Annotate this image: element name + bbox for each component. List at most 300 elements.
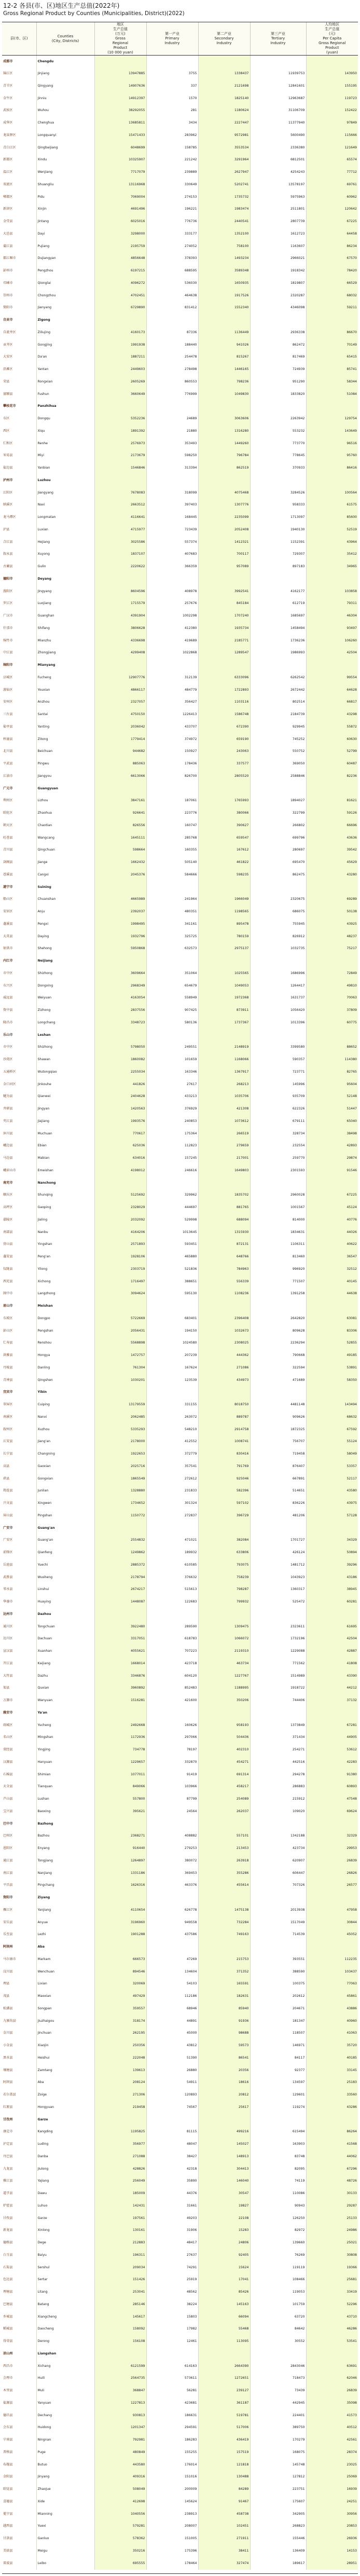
county-name-cn: 武侯区 [3, 108, 13, 113]
secondary-cell: 85426 [198, 2286, 250, 2298]
gdp-cell: 3348723 [94, 1017, 146, 1029]
gdp-cell: 209034 [94, 2262, 146, 2274]
primary-cell [146, 1892, 198, 1904]
header-tertiary [250, 22, 306, 56]
secondary-cell: 1108236 [198, 1288, 250, 1300]
gdp-cell: 196311 [94, 2249, 146, 2262]
primary-cell: 826700 [146, 770, 198, 783]
gdp-cell: 4391904 [94, 610, 146, 622]
per-capita-cell: 58350 [306, 1374, 358, 1387]
secondary-cell: 780159 [198, 930, 250, 943]
county-name-en: Pengzhou [36, 265, 94, 277]
header-primary-line: Primary [165, 36, 179, 40]
tertiary-cell: 2301593 [250, 1164, 306, 1177]
per-capita-cell: 25021 [306, 2237, 358, 2249]
primary-cell: 15803 [146, 2311, 198, 2323]
tertiary-cell: 553232 [250, 425, 306, 437]
tertiary-cell: 719458 [250, 1448, 306, 1460]
table-row [2, 228, 358, 240]
county-name-cn: 北川县 [3, 749, 13, 753]
county-name-en: Qionglai [36, 277, 94, 290]
header-per-capita-line: Product [325, 46, 339, 50]
secondary-cell: 2396408 [198, 1312, 250, 1325]
gdp-cell [94, 314, 146, 326]
per-capita-cell: 43710 [306, 2311, 358, 2323]
secondary-cell: 2440541 [198, 215, 250, 228]
region-row [2, 1941, 358, 1953]
primary-cell: 178464 [146, 2557, 198, 2570]
county-name-en: Pidu [36, 191, 94, 203]
tertiary-cell [250, 314, 306, 326]
tertiary-cell: 1373849 [250, 1719, 306, 1732]
per-capita-cell: 35720 [306, 2039, 358, 2052]
gdp-cell: 1860082 [94, 1053, 146, 1066]
per-capita-cell: 24251 [306, 2496, 358, 2508]
tertiary-cell: 118507 [250, 2027, 306, 2040]
table-row [2, 1621, 358, 1633]
table-row [2, 672, 358, 684]
gdp-cell [94, 1177, 146, 1189]
tertiary-cell: 755945 [250, 918, 306, 930]
secondary-cell: 1035706 [198, 1091, 250, 1103]
table-row [2, 967, 358, 980]
tertiary-cell: 136409 [250, 2545, 306, 2557]
county-name-en: Daying [36, 930, 94, 943]
primary-cell: 776999 [146, 388, 198, 401]
per-capita-cell: 37132 [306, 1694, 358, 1707]
region-row [2, 1818, 358, 1830]
secondary-cell: 371352 [198, 1966, 250, 1978]
primary-cell: 200009 [146, 2483, 198, 2496]
secondary-cell: 791769 [198, 1460, 250, 1473]
county-name-cn: 乐山市 [3, 1033, 13, 1037]
gdp-cell: 130161 [94, 2225, 146, 2237]
county-name-cn: 甘孜州 [3, 2117, 13, 2121]
county-name-en: Yingshan [36, 1239, 94, 1251]
primary-cell: 423681 [146, 2397, 198, 2409]
table-row [2, 1411, 358, 1423]
tertiary-cell: 951290 [250, 376, 306, 388]
table-row [2, 1349, 358, 1362]
county-name-cn: 崇州市 [3, 293, 13, 297]
tertiary-cell: 2960028 [250, 1189, 306, 1202]
secondary-cell: 4075468 [198, 487, 250, 499]
gdp-cell: 212883 [94, 2237, 146, 2249]
county-name-en: Wenchuan [36, 1966, 94, 1978]
gdp-cell: 4665989 [94, 894, 146, 906]
primary-cell: 471021 [146, 1534, 198, 1547]
secondary-cell: 1198565 [198, 906, 250, 918]
table-row [2, 425, 358, 437]
primary-cell: 274153 [146, 191, 198, 203]
primary-cell: 123539 [146, 1374, 198, 1387]
county-name-cn: 泸定县 [3, 2142, 13, 2146]
table-body [2, 56, 358, 2570]
primary-cell: 26880 [146, 2064, 198, 2077]
county-name-en: Shifang [36, 622, 94, 635]
county-name-cn: 巴中市 [3, 1821, 13, 1826]
primary-cell: 301324 [146, 1497, 198, 1510]
county-name-cn: 富顺县 [3, 392, 13, 396]
table-row [2, 2520, 358, 2533]
county-name-en: Wanyuan [36, 1694, 94, 1707]
header-gdp-line: 地区 [117, 22, 124, 26]
county-name-en: Qingbaijiang [36, 142, 94, 154]
county-name-en: Chongzhou [36, 290, 94, 302]
county-name-cn: 双流区 [3, 182, 13, 186]
tertiary-cell: 826912 [250, 930, 306, 943]
per-capita-cell: 49810 [306, 980, 358, 992]
table-row [2, 166, 358, 179]
county-name-cn: 大英县 [3, 934, 13, 938]
gdp-cell: 1195825 [94, 2126, 146, 2139]
table-row [2, 67, 358, 80]
region-row [2, 881, 358, 894]
county-name-en: Lixian [36, 1978, 94, 1991]
header-gdp [94, 22, 146, 56]
secondary-cell: 1168066 [198, 1053, 250, 1066]
gdp-cell: 894546 [94, 1966, 146, 1978]
gdp-cell: 2554832 [94, 1534, 146, 1547]
secondary-cell: 1412321 [198, 536, 250, 549]
per-capita-cell: 72849 [306, 967, 358, 980]
secondary-cell: 845184 [198, 598, 250, 610]
tertiary-cell: 388590 [250, 1966, 306, 1978]
county-name-en: Langzhong [36, 1288, 94, 1300]
primary-cell: 723439 [146, 524, 198, 536]
gdp-cell: 792981 [94, 2434, 146, 2446]
county-name-cn: 平武县 [3, 762, 13, 766]
county-name-cn: 宜宾市 [3, 1390, 13, 1394]
tertiary-cell: 802514 [250, 696, 306, 709]
table-row [2, 2027, 358, 2040]
table-row [2, 462, 358, 474]
gdp-cell: 1201347 [94, 2422, 146, 2434]
region-row [2, 2114, 358, 2126]
gdp-cell: 1668014 [94, 1657, 146, 1670]
county-name-cn: 雨城区 [3, 1723, 13, 1727]
primary-cell: 272837 [146, 1510, 198, 1522]
secondary-cell: 1352100 [198, 228, 250, 240]
secondary-cell: 102451 [198, 2520, 250, 2533]
county-name-en: Guanghan [36, 610, 94, 622]
secondary-cell: 1338437 [198, 67, 250, 80]
gdp-cell: 12907776 [94, 672, 146, 684]
secondary-cell: 215753 [198, 1953, 250, 1966]
table-row [2, 1460, 358, 1473]
county-name-en: Guang'an [36, 1534, 94, 1547]
per-capita-cell: 26839 [306, 1855, 358, 1867]
per-capita-cell: 44212 [306, 1682, 358, 1695]
county-name-cn: 石渠县 [3, 2265, 13, 2269]
table-row [2, 1732, 358, 1744]
gdp-cell: 2178794 [94, 1571, 146, 1584]
region-row [2, 659, 358, 672]
per-capita-cell: 86264 [306, 2126, 358, 2139]
gdp-cell: 1932796 [94, 930, 146, 943]
per-capita-cell: 99554 [306, 672, 358, 684]
table-row [2, 560, 358, 573]
secondary-cell: 182631 [198, 1990, 250, 2003]
secondary-cell [198, 1941, 250, 1953]
table-row [2, 2483, 358, 2496]
secondary-cell: 15283 [198, 2225, 250, 2237]
secondary-cell [198, 881, 250, 894]
gdp-cell: 2303719 [94, 1263, 146, 1276]
gdp-cell: 1229657 [94, 1756, 146, 1769]
county-name-en: Yanyuan [36, 2397, 94, 2409]
county-name-cn: 都江堰市 [3, 256, 16, 261]
primary-cell: 604120 [146, 1670, 198, 1682]
table-row [2, 2360, 358, 2373]
per-capita-cell: 60487 [306, 758, 358, 770]
gdp-cell: 2056431 [94, 1325, 146, 1337]
table-row [2, 1017, 358, 1029]
secondary-cell: 380066 [198, 807, 250, 819]
county-name-en: Cuiping [36, 1399, 94, 1411]
tertiary-cell: 525472 [250, 1596, 306, 1608]
per-capita-cell: 25681 [306, 2274, 358, 2286]
county-name-cn: 什邡市 [3, 626, 13, 630]
table-row [2, 1423, 358, 1436]
gdp-cell: 262195 [94, 2027, 146, 2040]
gdp-cell: 158092 [94, 2323, 146, 2336]
primary-cell: 1024580 [146, 1337, 198, 1350]
county-name-cn: 炉霍县 [3, 2203, 13, 2208]
per-capita-cell: 91546 [306, 1164, 358, 1177]
table-row [2, 2064, 358, 2077]
per-capita-cell: 40776 [306, 1214, 358, 1226]
table-row [2, 1830, 358, 1843]
secondary-cell: 1722893 [198, 684, 250, 696]
primary-cell: 683401 [146, 1312, 198, 1325]
county-name-en: Ziliujing [36, 326, 94, 339]
gdp-cell: 2327057 [94, 696, 146, 709]
gdp-cell: 2173679 [94, 450, 146, 462]
tertiary-cell: 813460 [250, 1251, 306, 1263]
county-name-cn: 康定市 [3, 2130, 13, 2134]
per-capita-cell: 79311 [306, 598, 358, 610]
secondary-cell: 390627 [198, 819, 250, 832]
county-name-cn: 纳溪区 [3, 503, 13, 507]
header-gdp-line: (10 000 yuan) [107, 50, 133, 54]
header-per-capita-line: (yuan) [326, 50, 338, 54]
county-name-cn: 射洪市 [3, 947, 13, 951]
per-capita-cell: 129754 [306, 413, 358, 425]
secondary-cell: 1367917 [198, 1066, 250, 1078]
tertiary-cell [250, 1300, 306, 1312]
per-capita-cell [306, 1941, 358, 1953]
county-name-en: Nanxi [36, 1411, 94, 1423]
gdp-cell: 2449603 [94, 363, 146, 376]
header-per-capita-line: (元) [329, 32, 336, 36]
tertiary-cell: 110086 [250, 2187, 306, 2200]
county-name-cn: 翠屏区 [3, 1403, 13, 1407]
county-name-cn: 雅江县 [3, 2179, 13, 2183]
primary-cell: 593451 [146, 1239, 198, 1251]
secondary-cell: 20812 [198, 2089, 250, 2101]
per-capita-cell: 60893 [306, 1781, 358, 1793]
county-name-cn: 安岳县 [3, 1920, 13, 1924]
county-name-en: Peng'an [36, 1251, 94, 1263]
primary-cell: 366359 [146, 560, 198, 573]
tertiary-cell: 1940130 [250, 524, 306, 536]
tertiary-cell: 442516 [250, 1756, 306, 1769]
county-name-cn: 仁寿县 [3, 1341, 13, 1345]
county-name-en: Xuyong [36, 549, 94, 561]
gdp-cell: 1779414 [94, 733, 146, 746]
per-capita-cell: 57128 [306, 1510, 358, 1522]
gdp-cell: 4110654 [94, 1904, 146, 1916]
county-name-cn: 龙马潭区 [3, 515, 16, 519]
per-capita-cell: 50138 [306, 906, 358, 918]
primary-cell: 155255 [146, 2446, 198, 2459]
table-row [2, 2212, 358, 2225]
secondary-cell: 3553534 [198, 142, 250, 154]
table-row [2, 2101, 358, 2114]
table-row [2, 1042, 358, 1054]
gdp-cell: 197561 [94, 2212, 146, 2225]
secondary-cell: 519781 [198, 2409, 250, 2422]
county-name-cn: 通川区 [3, 1624, 13, 1628]
county-name-cn: 嘉陵区 [3, 1217, 13, 1222]
county-name-en: Batang [36, 2298, 94, 2311]
primary-cell: 283962 [146, 129, 198, 142]
secondary-cell: 1552340 [198, 302, 250, 314]
secondary-cell: 691314 [198, 1769, 250, 1781]
page-title-english: Gross Regional Product by Counties (Municipalities, District)(2022) [3, 10, 185, 17]
region-row [2, 1029, 358, 1042]
county-name-en: Kaijiang [36, 1657, 94, 1670]
county-name-cn: 红原县 [3, 2105, 13, 2109]
table-row [2, 696, 358, 709]
header-secondary-line: Industry [216, 41, 232, 45]
per-capita-cell: 55872 [306, 721, 358, 733]
secondary-cell: 444362 [198, 1349, 250, 1362]
gdp-cell [94, 1522, 146, 1534]
primary-cell: 38427 [146, 2150, 198, 2163]
per-capita-cell: 103437 [306, 1966, 358, 1978]
county-name-en: Gongjing [36, 339, 94, 351]
tertiary-cell: 204671 [250, 2003, 306, 2015]
table-row [2, 1781, 358, 1793]
table-row [2, 2459, 358, 2471]
per-capita-cell: 103858 [306, 585, 358, 598]
tertiary-cell: 215912 [250, 1793, 306, 1805]
gdp-cell: 2571893 [94, 1239, 146, 1251]
county-name-en: Panzhihua [36, 401, 94, 413]
per-capita-cell: 42504 [306, 647, 358, 660]
table-row [2, 2052, 358, 2064]
gdp-cell: 4750150 [94, 708, 146, 721]
county-name-cn: 江油市 [3, 774, 13, 778]
county-name-en: Suining [36, 881, 94, 894]
primary-cell: 43812 [146, 2039, 198, 2052]
secondary-cell: 38411 [198, 2545, 250, 2557]
county-name-en: Qianwei [36, 1091, 94, 1103]
gdp-cell: 285146 [94, 2298, 146, 2311]
tertiary-cell: 622326 [250, 1103, 306, 1115]
secondary-cell: 895478 [198, 918, 250, 930]
primary-cell: 610585 [146, 1559, 198, 1571]
tertiary-cell: 1701727 [250, 1534, 306, 1547]
primary-cell: 907425 [146, 1004, 198, 1017]
per-capita-cell: 32512 [306, 1263, 358, 1276]
gdp-cell: 634016 [94, 1152, 146, 1164]
county-name-cn: 松潘县 [3, 2006, 13, 2010]
tertiary-cell: 76269 [250, 2249, 306, 2262]
tertiary-cell: 13578197 [250, 179, 306, 191]
secondary-cell: 1650935 [198, 277, 250, 290]
secondary-cell: 758239 [198, 1571, 250, 1584]
per-capita-cell: 42283 [306, 1756, 358, 1769]
tertiary-cell: 139660 [250, 2237, 306, 2249]
secondary-cell: 872131 [198, 1239, 250, 1251]
primary-cell: 54103 [146, 1978, 198, 1991]
county-name-en: Meishan [36, 1300, 94, 1312]
table-row [2, 1485, 358, 1498]
secondary-cell: 873911 [198, 1004, 250, 1017]
county-name-cn: 绵竹市 [3, 638, 13, 642]
tertiary-cell: 606447 [250, 1867, 306, 1880]
per-capita-cell: 33145 [306, 2064, 358, 2077]
gdp-cell: 3346876 [94, 1670, 146, 1682]
gdp-cell: 139613 [94, 2064, 146, 2077]
secondary-cell: 925046 [198, 1473, 250, 1485]
per-capita-cell: 67225 [306, 1189, 358, 1202]
county-name-en: Danba [36, 2150, 94, 2163]
header-gdp-line: (万元) [115, 32, 126, 36]
gdp-cell [94, 2114, 146, 2126]
secondary-cell: 91936 [198, 2015, 250, 2027]
county-name-cn: 贡井区 [3, 342, 13, 347]
county-name-cn: 金川县 [3, 2031, 13, 2035]
county-name-en: Jiajiang [36, 1115, 94, 1128]
tertiary-cell: 393551 [250, 1953, 306, 1966]
secondary-cell: 598235 [198, 869, 250, 881]
per-capita-cell: 42504 [306, 1633, 358, 1646]
per-capita-cell: 34965 [306, 560, 358, 573]
tertiary-cell: 30552 [250, 2335, 306, 2348]
gdp-cell: 13947885 [94, 67, 146, 80]
table-row [2, 1164, 358, 1177]
primary-cell: 412380 [146, 622, 198, 635]
county-name-cn: 峨边县 [3, 1144, 13, 1148]
tertiary-cell: 612719 [250, 598, 306, 610]
secondary-cell: 434973 [198, 1374, 250, 1387]
tertiary-cell: 74119 [250, 2175, 306, 2188]
primary-cell: 207239 [146, 1349, 198, 1362]
county-name-en: Luxian [36, 524, 94, 536]
per-capita-cell: 59126 [306, 807, 358, 819]
tertiary-cell: 773770 [250, 437, 306, 450]
table-row [2, 1214, 358, 1226]
gdp-cell: 156108 [94, 2335, 146, 2348]
gdp-cell: 395621 [94, 1805, 146, 1818]
county-name-en: Youxian [36, 684, 94, 696]
per-capita-cell: 65040 [306, 1115, 358, 1128]
per-capita-cell: 60775 [306, 1017, 358, 1029]
per-capita-cell [306, 659, 358, 672]
tertiary-cell: 1481712 [250, 1559, 306, 1571]
gdp-cell [94, 573, 146, 585]
secondary-cell: 271086 [198, 1362, 250, 1374]
per-capita-cell: 120642 [306, 203, 358, 216]
county-name-en: Dayi [36, 228, 94, 240]
county-name-cn: 南溪区 [3, 1415, 13, 1419]
secondary-cell: 1935734 [198, 622, 250, 635]
county-name-cn: 德格县 [3, 2241, 13, 2245]
